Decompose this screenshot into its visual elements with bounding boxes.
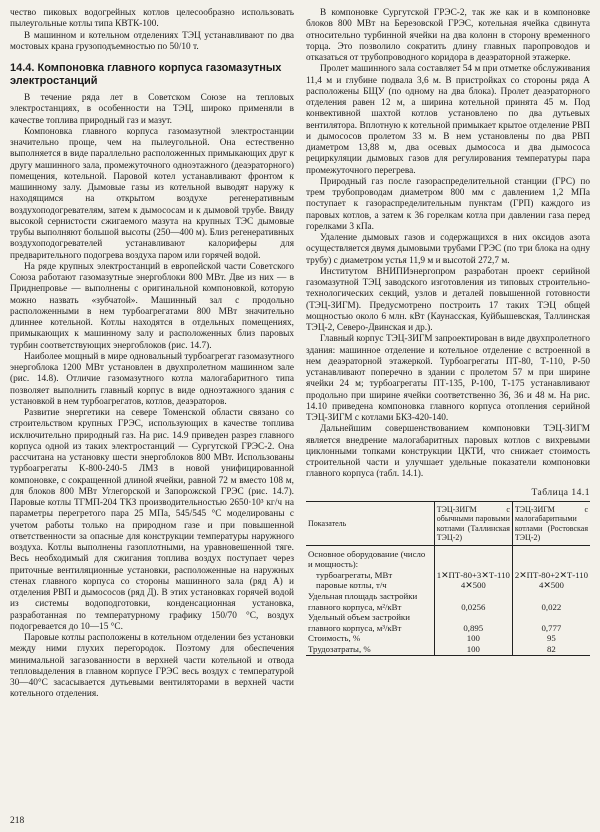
table-row: [306, 633, 590, 644]
table-row: [306, 591, 590, 612]
page-number: 218: [10, 816, 25, 826]
table-header-row: [306, 501, 590, 546]
table-cell-value: 100: [434, 633, 512, 644]
table-row: [306, 580, 590, 591]
table-header-cell: Показатель: [306, 501, 434, 546]
table-row: [306, 644, 590, 655]
table-row: [306, 570, 590, 581]
paragraph: Паровые котлы расположены в котельном отделении без установки между ними глухих перегородок. Поэтому для обеспечения минимальной загазованности в верхней части котельной и отвода тепловыделения в главном корпусе ГРЭС весь воздух с температурой 30—40°С засасывается дутьевыми вентиляторами в верхней части котельного отделения.: [10, 633, 294, 700]
table-cell-value: 0,0256: [434, 591, 512, 612]
table-cell-value: 0,022: [512, 591, 590, 612]
paragraph: Институтом ВНИПИэнергопром разработан проект серийной газомазутной ТЭЦ заводского изготовления из типовых строительно-технологических секций, узлов и деталей повышенной готовности (ТЭЦ-ЗИГМ). Предусмотрено построить 17 таких ТЭЦ общей мощностью около 6 млн. кВт (Каунасская, Куйбышевская, Таллинская ТЭЦ-2, Северо-Двинская и др.).: [306, 266, 590, 333]
table-cell-value: 100: [434, 644, 512, 655]
table-cell-value: 95: [512, 633, 590, 644]
paragraph: Пролет машинного зала составляет 54 м при отметке обслуживания 11,4 м и глубине подвала 3,6 м. В пристройках со стороны ряда А расположены БЩУ (по одному на два блока). Пролет деаэраторного отделения равен 12 м, а ширина котельной принята 45 м. Под конвективной шахтой котлов установлено по два дутьевых вентилятора. Вплотную к котельной примыкает крытое отделение РВП и дымососов пролетом 33 м. В нем установлены по два РВП диаметром 13,88 м, два осевых дымососа и два дымососа рециркуляции дымовых газов для регулирования температуры пара промежуточного перегрева.: [306, 64, 590, 176]
paragraph: Компоновка главного корпуса газомазутной электростанции значительно проще, чем на пылеугольной. Она естественно выполняется в виде параллельно расположенных примыкающих друг к другу машинного зала, промежуточного одноэтажного (деаэраторного) помещения, котельной. Паровой котел устанавливают фронтом к машинному залу. Дымовые газы из котельной выводят наружу к находящимся на открытом воздухе регенеративным воздухоподогревателям, затем к дымососам и к дымовой трубе. Ввиду высокой сернистости сжигаемого мазута на крупных ТЭС дымовые трубы выполняют большой высоты (250—400 м). Близ регенеративных воздухоподогревателей устанавливают калориферы для предварительного подогрева воздуха паром или горячей водой.: [10, 126, 294, 261]
table-cell-label: Стоимость, %: [308, 633, 361, 644]
table-cell-value: 4✕500: [512, 580, 590, 591]
paragraph: Главный корпус ТЭЦ-ЗИГМ запроектирован в виде двухпролетного здания: машинное отделение и котельное отделение с встроенной в нем деаэраторной этажеркой. Турбоагрегаты ПТ-80, Т-110, Р-50 устанавливают поперечно в здании с пролетом 57 м при ширине ячейки 24 м; турбоагрегаты ПТ-135, Р-100, Т-175 устанавливают продольно при ширине ячейки соответственно 36, 36 и 48 м. На рис. 14.10 приведена компоновка главного корпуса отопления серийной ТЭЦ-ЗИГМ с котлами БКЗ-420-140.: [306, 334, 590, 423]
paragraph: На ряде крупных электростанций в европейской части Советского Союза работают газомазутные энергоблоки 800 МВт. Две из них — в Приднепровье — выполнены с оригинальной компоновкой, которую можно назвать «зубчатой». Машинный зал с продольно расположенными в нем турбоагрегатами 800 МВт значительно длиннее котельной. Котлы находятся в отдельных помещениях, примыкающих к машинному залу и расположенных близ паровых турбин соответствующих энергоблоков (рис. 14.7).: [10, 261, 294, 351]
left-column: [10, 8, 294, 701]
table-cell-label: Основное оборудование (число и мощность):: [308, 548, 426, 570]
table-cell-value: 1✕ПТ-80+3✕Т-110: [434, 570, 512, 581]
table-cell-label: Удельная площадь застройки главного корпуса, м²/кВт: [308, 591, 418, 612]
paragraph: Природный газ после газораспределительной станции (ГРС) по трем трубопроводам диаметром 800 мм с давлением 1,2 МПа поступает к газораспределительным пунктам (ГРП) каждого из паровых котлов, а затем к 36 горелкам котла при давлении газа перед горелками 3 кПа.: [306, 176, 590, 232]
table-cell-value: 0,777: [512, 612, 590, 633]
paragraph: В течение ряда лет в Советском Союзе на тепловых электростанциях, в особенности на ТЭЦ, широко применяли в качестве топлива природный газ и мазут.: [10, 93, 294, 126]
paragraph: Дальнейшим совершенствованием компоновки ТЭЦ-ЗИГМ является внедрение малогабаритных паровых котлов с вихревыми циклонными топками конструкции ЦКТИ, что снижает стоимость строительной части и улучшает удельные показатели компоновки главного корпуса (табл. 14.1).: [306, 424, 590, 480]
paragraph: В машинном и котельном отделениях ТЭЦ устанавливают по два мостовых крана грузоподъемностью по 50/10 т.: [10, 30, 294, 52]
section-heading: 14.4. Компоновка главного корпуса газомазутных электростанций: [10, 62, 282, 87]
paragraph: чество пиковых водогрейных котлов целесообразно использовать пылеугольные котлы типа КВТК-100.: [10, 8, 294, 30]
table-caption: Таблица 14.1: [531, 487, 590, 498]
table-cell-value: [434, 546, 512, 570]
table-row: [306, 612, 590, 633]
paragraph: Удаление дымовых газов и содержащихся в них оксидов азота осуществляется двумя дымовыми трубами ГРЭС (по три блока на одну трубу) с диаметром устья 11,9 м и высотой 272,7 м.: [306, 233, 590, 266]
table-row: [306, 546, 590, 570]
right-column: [306, 8, 590, 656]
table-cell-label: Удельный объем застройки главного корпуса, м³/кВт: [308, 612, 410, 633]
paragraph: В компоновке Сургутской ГРЭС-2, так же как и в компоновке блоков 800 МВт на Березовской ГРЭС, котельная ячейка сдвинута относительно турбинной ячейки на два колонн в сторону временного торца. Это позволило сократить длину главных паропроводов и отказаться от трубопроводного коридора в деаэраторной этажерке.: [306, 8, 590, 63]
data-table: [306, 501, 590, 656]
table-header-cell: ТЭЦ-ЗИГМ с малогабаритными котлами (Ростовская ТЭЦ-2): [512, 501, 590, 546]
table-cell-value: [512, 546, 590, 570]
table-cell-value: 0,895: [434, 612, 512, 633]
table-cell-value: 2✕ПТ-80+2✕Т-110: [512, 570, 590, 581]
table-cell-value: 82: [512, 644, 590, 655]
table-cell-label: паровые котлы, т/ч: [316, 580, 387, 591]
table-cell-value: 4✕500: [434, 580, 512, 591]
table-header-cell: ТЭЦ-ЗИГМ с обычными паровыми котлами (Таллинская ТЭЦ-2): [434, 501, 512, 546]
paragraph: Наиболее мощный в мире одновальный турбоагрегат газомазутного энергоблока 1200 МВт установлен в двухпролетном машинном зале (рис. 14.8). Отличие газомазутного котла малогабаритного типа позволяет выполнить главный корпус в виде одноэтажного здания с установкой в нем турбоагрегатов, котлов, деаэраторов.: [10, 351, 294, 407]
table-cell-label: Трудозатраты, %: [306, 644, 434, 655]
table-cell-label: турбоагрегаты, МВт: [316, 569, 393, 580]
paragraph: Развитие энергетики на севере Томенской области связано со строительством крупных ГРЭС, использующих в качестве топлива исключительно природный газ. На рис. 14.9 приведен разрез главного корпуса одной из таких электростанций — Сургутской ГРЭС-2. Она рассчитана на установку шести энергоблоков 800 МВт. Использованы турбоагрегаты К-800-240-5 ЛМЗ в новой унифицированной компоновке, с сокращенной длиной ячейки, равной 72 м вместо 108 м, для блоков 800 МВт Углегорской и Запорожской ГРЭС (рис. 14.7). Паровые котлы ТГМП-204 ТКЗ производительностью 2650·10³ кг/ч на параметры перегретого пара 25 МПа, 545/545 °С моделированы с учетом работы только на природном газе и при повышенной ответственности за опасные для конструкции температуры наружного воздуха. Котлы выполнены газоплотными, на уравновешенной тяге. Весь необходимый для сжигания топлива воздух поступает через приточные вентиляционные установки, расположенные на наружных стенах главного корпуса со стороны машинного зала (ряд А) и отделения РВП и дымососов (ряд Д). В этих установках горячей водой из системы водоподготовки, конденсационная установка, разработанная по температурному графику 150/70 °С, воздух подогревается до 10—15 °С.: [10, 408, 294, 632]
